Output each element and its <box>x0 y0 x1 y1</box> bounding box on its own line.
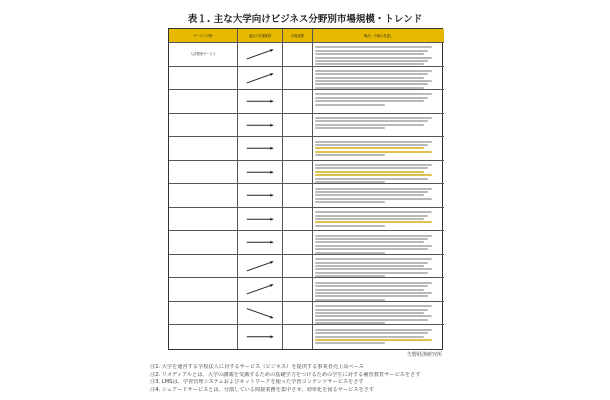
outlook-text-cell <box>313 208 444 232</box>
service-name-cell <box>169 90 238 114</box>
text-line-placeholder <box>315 221 432 223</box>
service-name-cell <box>169 278 238 302</box>
trend-arrowhead <box>270 147 273 150</box>
text-line-placeholder <box>315 120 428 122</box>
text-line-placeholder <box>315 258 432 260</box>
service-name-cell: 入試関連サービス <box>169 43 238 67</box>
market-size-cell <box>283 278 313 302</box>
outlook-text-cell <box>313 114 444 138</box>
market-size-cell <box>283 114 313 138</box>
text-line-placeholder <box>315 295 428 297</box>
text-line-placeholder <box>315 141 432 143</box>
market-size-cell <box>283 231 313 255</box>
market-table <box>168 28 443 350</box>
outlook-text-cell <box>313 90 444 114</box>
trend-arrow-icon <box>238 43 282 66</box>
trend-arrow-icon <box>238 278 282 301</box>
trend-cell <box>238 278 283 302</box>
trend-cell <box>238 137 283 161</box>
trend-arrowhead <box>270 170 273 173</box>
text-line-placeholder <box>315 144 428 146</box>
footnotes <box>150 364 470 395</box>
column-header-trend: 過去の市場推移 <box>238 29 283 43</box>
text-line-placeholder <box>315 342 385 344</box>
text-line-placeholder <box>315 299 385 301</box>
market-size-cell <box>283 325 313 349</box>
market-size-cell <box>283 43 313 67</box>
text-line-placeholder <box>315 332 428 334</box>
trend-arrow-icon <box>238 161 282 184</box>
text-line-placeholder <box>315 50 428 52</box>
text-line-placeholder <box>315 309 428 311</box>
text-line-placeholder <box>315 265 424 267</box>
trend-cell <box>238 208 283 232</box>
trend-cell <box>238 90 283 114</box>
service-name-cell <box>169 114 238 138</box>
text-line-placeholder <box>315 285 428 287</box>
text-line-placeholder <box>315 164 432 166</box>
outlook-text-cell <box>313 278 444 302</box>
trend-arrow-icon <box>238 208 282 231</box>
market-size-cell <box>283 184 313 208</box>
trend-line <box>247 73 273 82</box>
text-line-placeholder <box>315 275 385 277</box>
text-line-placeholder <box>315 339 432 341</box>
market-size-cell <box>283 67 313 91</box>
text-line-placeholder <box>315 238 428 240</box>
trend-arrowhead <box>270 218 273 221</box>
outlook-text-cell <box>313 184 444 208</box>
market-size-cell <box>283 90 313 114</box>
text-line-placeholder <box>315 154 385 156</box>
text-line-placeholder <box>315 218 424 220</box>
text-line-placeholder <box>315 63 424 65</box>
text-line-placeholder <box>315 70 432 72</box>
text-line-placeholder <box>315 178 428 180</box>
text-line-placeholder <box>315 305 432 307</box>
trend-arrowhead <box>270 241 273 244</box>
column-header-size: 市場規模 <box>283 29 313 43</box>
service-name-cell <box>169 67 238 91</box>
market-size-cell <box>283 161 313 185</box>
text-line-placeholder <box>315 201 385 203</box>
trend-cell <box>238 231 283 255</box>
text-line-placeholder <box>315 322 385 324</box>
trend-line <box>247 308 273 317</box>
text-line-placeholder <box>315 127 385 129</box>
footnote-2: 注2. リメディアルとは、大学の講義を受講するための基礎学力をつけるための学生に対する補習教育サービスをさす <box>150 371 421 378</box>
text-line-placeholder <box>315 225 385 227</box>
outlook-text-cell <box>313 231 444 255</box>
text-line-placeholder <box>315 83 428 85</box>
trend-arrow-icon <box>238 302 282 325</box>
service-name-cell <box>169 137 238 161</box>
trend-line <box>247 50 273 59</box>
text-line-placeholder <box>315 188 432 190</box>
outlook-text-cell <box>313 255 444 279</box>
text-line-placeholder <box>315 53 424 55</box>
text-line-placeholder <box>315 97 428 99</box>
text-line-placeholder <box>315 319 428 321</box>
text-line-placeholder <box>315 215 428 217</box>
text-line-placeholder <box>315 252 385 254</box>
text-line-placeholder <box>315 211 432 213</box>
service-name-cell <box>169 208 238 232</box>
text-line-placeholder <box>315 117 432 119</box>
outlook-text-cell <box>313 161 444 185</box>
trend-arrow-icon <box>238 137 282 160</box>
text-line-placeholder <box>315 80 432 82</box>
text-line-placeholder <box>315 77 424 79</box>
market-size-cell <box>283 302 313 326</box>
text-line-placeholder <box>315 87 424 89</box>
trend-arrowhead <box>270 194 273 197</box>
text-line-placeholder <box>315 289 424 291</box>
trend-cell <box>238 43 283 67</box>
trend-arrow-icon <box>238 184 282 207</box>
text-line-placeholder <box>315 336 424 338</box>
text-line-placeholder <box>315 235 432 237</box>
trend-cell <box>238 161 283 185</box>
text-line-placeholder <box>315 248 428 250</box>
market-size-cell <box>283 137 313 161</box>
outlook-text-cell <box>313 43 444 67</box>
trend-line <box>247 261 273 270</box>
footnote-3: 注3. LMSは、学習管理システムおよびネットワークを使った学習コンテンツサービスをさす <box>150 379 364 386</box>
text-line-placeholder <box>315 262 428 264</box>
outlook-text-cell <box>313 302 444 326</box>
service-name-cell <box>169 302 238 326</box>
service-name-cell <box>169 255 238 279</box>
market-size-cell <box>283 208 313 232</box>
text-line-placeholder <box>315 272 428 274</box>
trend-arrow-icon <box>238 67 282 90</box>
text-line-placeholder <box>315 93 432 95</box>
text-line-placeholder <box>315 57 432 59</box>
text-line-placeholder <box>315 60 428 62</box>
trend-cell <box>238 184 283 208</box>
text-line-placeholder <box>315 292 432 294</box>
trend-arrow-icon <box>238 325 282 349</box>
text-line-placeholder <box>315 124 424 126</box>
trend-cell <box>238 255 283 279</box>
service-name-cell <box>169 231 238 255</box>
service-name-cell <box>169 325 238 349</box>
text-line-placeholder <box>315 329 432 331</box>
outlook-text-cell <box>313 137 444 161</box>
document-title: 表１. 主な大学向けビジネス分野別市場規模・トレンド <box>187 14 423 25</box>
trend-arrow-icon <box>238 231 282 254</box>
trend-arrowhead <box>270 336 273 339</box>
text-line-placeholder <box>315 312 424 314</box>
text-line-placeholder <box>315 167 428 169</box>
text-line-placeholder <box>315 268 432 270</box>
text-line-placeholder <box>315 191 428 193</box>
trend-line <box>247 285 273 294</box>
text-line-placeholder <box>315 181 385 183</box>
text-line-placeholder <box>315 174 432 176</box>
trend-cell <box>238 302 283 326</box>
text-line-placeholder <box>315 104 385 106</box>
text-line-placeholder <box>315 245 432 247</box>
text-line-placeholder <box>315 147 424 149</box>
text-line-placeholder <box>315 282 432 284</box>
text-line-placeholder <box>315 315 432 317</box>
footnote-4: 注4. シェアードサービスとは、分散している間接業務を集中させ、効率化を図るサービスをさす <box>150 387 375 394</box>
text-line-placeholder <box>315 198 432 200</box>
text-line-placeholder <box>315 194 424 196</box>
text-line-placeholder <box>315 151 432 153</box>
column-header-service: サービス分野 <box>169 29 238 43</box>
text-line-placeholder <box>315 73 428 75</box>
market-size-cell <box>283 255 313 279</box>
trend-arrow-icon <box>238 90 282 113</box>
trend-cell <box>238 67 283 91</box>
source-credit: 矢野経済研究所 <box>406 352 442 358</box>
service-name-cell <box>169 184 238 208</box>
text-line-placeholder <box>315 171 424 173</box>
trend-arrowhead <box>270 123 273 126</box>
trend-cell <box>238 114 283 138</box>
service-name-cell <box>169 161 238 185</box>
trend-arrowhead <box>270 100 273 103</box>
footnote-1: 注1. 大学を運営する学校法人に対するサービス（ビジネス）を提供する事業者売上高ベース <box>150 364 364 370</box>
text-line-placeholder <box>315 241 424 243</box>
trend-arrow-icon <box>238 114 282 137</box>
trend-cell <box>238 325 283 349</box>
text-line-placeholder <box>315 100 424 102</box>
trend-arrow-icon <box>238 255 282 278</box>
text-line-placeholder <box>315 46 432 48</box>
outlook-text-cell <box>313 325 444 349</box>
outlook-text-cell <box>313 67 444 91</box>
column-header-outlook: 概況・今後の見通し <box>313 29 444 43</box>
